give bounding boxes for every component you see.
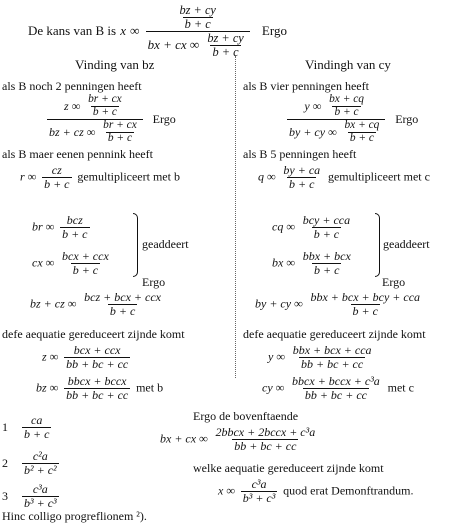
header-den-frac-den: b + c: [212, 44, 239, 59]
left-line1: als B noch 2 penningen heeft: [2, 79, 142, 93]
left-eq6-lhs: z ∞: [42, 349, 59, 364]
left-ergo2: Ergo: [142, 275, 166, 289]
bottom-final-eq: [218, 478, 413, 504]
left-eq1-num: br + cx: [88, 93, 122, 105]
bottom-main-eq: [160, 426, 319, 452]
header-equation: [28, 4, 287, 59]
left-eq3-lhs: br ∞: [32, 219, 55, 234]
right-eq5-num: bbx + bcx + bcy + cca: [310, 290, 421, 304]
bottom-final-num: c³a: [251, 477, 267, 491]
left-eq2-num: cz: [51, 163, 62, 177]
right-eq5-lhs: by + cy ∞: [255, 296, 303, 311]
left-eq7: [36, 375, 163, 401]
right-eq3-lhs: cq ∞: [272, 219, 295, 234]
left-eq4-den: b + c: [72, 262, 99, 277]
left-title: Vinding van bz: [75, 57, 155, 72]
right-eq7-den: bb + bc + cc: [304, 387, 368, 402]
left-eq4: [32, 250, 113, 276]
right-eq1: [285, 94, 418, 145]
header-num-num: bz + cy: [179, 3, 216, 17]
right-eq5-den: b + c: [352, 303, 378, 318]
progression-numerator: ca: [31, 413, 43, 427]
bottom-final-lhs: x ∞: [218, 483, 235, 498]
right-eq1-den: b + c: [334, 105, 359, 118]
progression-fraction: [22, 483, 59, 509]
bottom-ergo-line: Ergo de bovenftaende: [193, 409, 299, 423]
progression-item: [2, 414, 53, 440]
left-eq5-den: b + c: [109, 303, 136, 318]
right-eq7-lhs: cy ∞: [262, 380, 285, 395]
header-den-left: bx + cx ∞: [147, 36, 200, 52]
header-op: ∞: [130, 22, 140, 38]
progression-denominator: b² + c²: [24, 462, 57, 477]
progression-index: 1: [2, 419, 8, 434]
right-eq2-tail: gemultipliceert met c: [327, 169, 430, 184]
header-big-fraction: [146, 4, 250, 59]
right-line3: defe aequatie gereduceert zijnde komt: [243, 327, 426, 341]
left-eq1-den-den: b + c: [107, 131, 133, 144]
progression-fraction: [22, 450, 59, 476]
left-eq7-num: bbcx + bccx: [67, 374, 127, 388]
left-eq7-den: bb + bc + cc: [66, 387, 129, 402]
left-eq6-num: bcx + ccx: [73, 343, 121, 357]
right-eq3: [272, 214, 354, 240]
column-divider: [235, 56, 236, 378]
progression-numerator: c³a: [32, 482, 48, 496]
right-line2: als B 5 penningen heeft: [243, 147, 357, 161]
right-brace: [375, 213, 380, 277]
left-eq1-den-lhs: bz + cz ∞: [49, 124, 96, 139]
progression-fraction: [22, 414, 51, 440]
progression-numerator: c²a: [32, 449, 48, 463]
bottom-main-den: bb + bc + cc: [234, 438, 297, 453]
right-ergo2: Ergo: [382, 275, 406, 289]
left-eq1-ergo: Ergo: [152, 111, 176, 126]
progression-denominator: b + c: [24, 426, 50, 441]
right-added: geaddeert: [383, 237, 430, 251]
right-eq1-num: bx + cq: [329, 93, 364, 105]
right-eq4: [272, 250, 355, 276]
left-eq7-tail: met b: [136, 380, 164, 395]
left-added: geaddeert: [142, 237, 189, 251]
bottom-final-den: b³ + c³: [242, 490, 276, 505]
left-eq4-num: bcx + ccx: [62, 249, 109, 263]
left-eq6-den: bb + bc + cc: [66, 356, 129, 371]
left-eq1-lhs: z ∞: [64, 98, 81, 113]
right-line1: als B vier penningen heeft: [243, 79, 369, 93]
right-eq7-tail: met c: [387, 380, 414, 395]
right-eq7-num: bbcx + bccx + c³a: [292, 374, 380, 388]
progression-index: 2: [2, 455, 8, 470]
progression-denominator: b³ + c³: [24, 495, 57, 510]
right-eq4-num: bbx + bcx: [302, 249, 351, 263]
left-brace: [133, 213, 138, 277]
bottom-main-num: 2bbcx + 2bccx + c³a: [215, 425, 316, 439]
left-eq1-den-num: br + cx: [103, 118, 137, 131]
progression-index: 3: [2, 488, 8, 503]
header-ergo: Ergo: [261, 22, 287, 38]
right-eq2-lhs: q ∞: [258, 169, 276, 184]
progression-item: [2, 483, 61, 509]
right-eq6-lhs: y ∞: [268, 349, 285, 364]
progression-item: [2, 450, 61, 476]
header-intro: De kans van B is: [28, 22, 117, 38]
right-eq4-den: b + c: [314, 262, 340, 277]
right-eq1-den-lhs: by + cy ∞: [289, 124, 337, 139]
left-eq5-lhs: bz + cz ∞: [30, 296, 77, 311]
left-eq2: [20, 164, 180, 190]
bottom-reduce-line: welke aequatie gereduceert zijnde komt: [193, 461, 384, 475]
left-eq2-lhs: r ∞: [20, 169, 37, 184]
right-eq3-num: bcy + cca: [302, 213, 351, 227]
left-eq5: [30, 291, 165, 317]
left-eq3: [32, 214, 92, 240]
right-eq1-ergo: Ergo: [395, 111, 419, 126]
left-eq4-lhs: cx ∞: [32, 255, 55, 270]
header-x: x: [120, 22, 127, 38]
right-title: Vindingh van cy: [305, 57, 391, 72]
bottom-main-lhs: bx + cx ∞: [160, 431, 208, 446]
right-eq6-num: bbx + bcx + cca: [292, 343, 372, 357]
left-line3: defe aequatie gereduceert zijnde komt: [2, 327, 185, 341]
right-eq5: [255, 291, 424, 317]
right-eq4-lhs: bx ∞: [272, 255, 295, 270]
bottom-final-tail: quod erat Demonftrandum.: [283, 483, 414, 498]
right-eq3-den: b + c: [313, 226, 340, 241]
right-eq6: [268, 344, 376, 370]
header-num-den: b + c: [184, 16, 211, 31]
left-eq1-den: b + c: [92, 105, 117, 118]
header-den-frac-num: bz + cy: [207, 30, 244, 45]
left-eq1: [45, 94, 176, 145]
right-eq2-num: by + ca: [283, 163, 321, 177]
right-eq2-den: b + c: [289, 176, 315, 191]
right-eq1-den-den: b + c: [349, 131, 374, 144]
left-eq5-num: bcz + bcx + ccx: [84, 290, 161, 304]
right-eq2: [258, 164, 430, 190]
right-eq1-lhs: y ∞: [304, 98, 322, 113]
header-big-numerator: [173, 4, 221, 31]
header-big-denominator: [146, 31, 250, 59]
left-eq2-tail: gemultipliceert met b: [77, 169, 180, 184]
left-eq6: [42, 344, 132, 370]
right-eq1-den-num: bx + cq: [344, 118, 380, 131]
bottom-closing: Hinc colligo progreflionem ²).: [2, 509, 147, 523]
left-line2: als B maer eenen pennink heeft: [2, 147, 153, 161]
right-eq6-den: bb + bc + cc: [301, 356, 364, 371]
left-eq7-lhs: bz ∞: [36, 380, 59, 395]
left-eq2-den: b + c: [44, 176, 70, 191]
left-eq3-num: bcz: [66, 213, 83, 227]
left-eq3-den: b + c: [62, 226, 88, 241]
right-eq7: [262, 375, 414, 401]
